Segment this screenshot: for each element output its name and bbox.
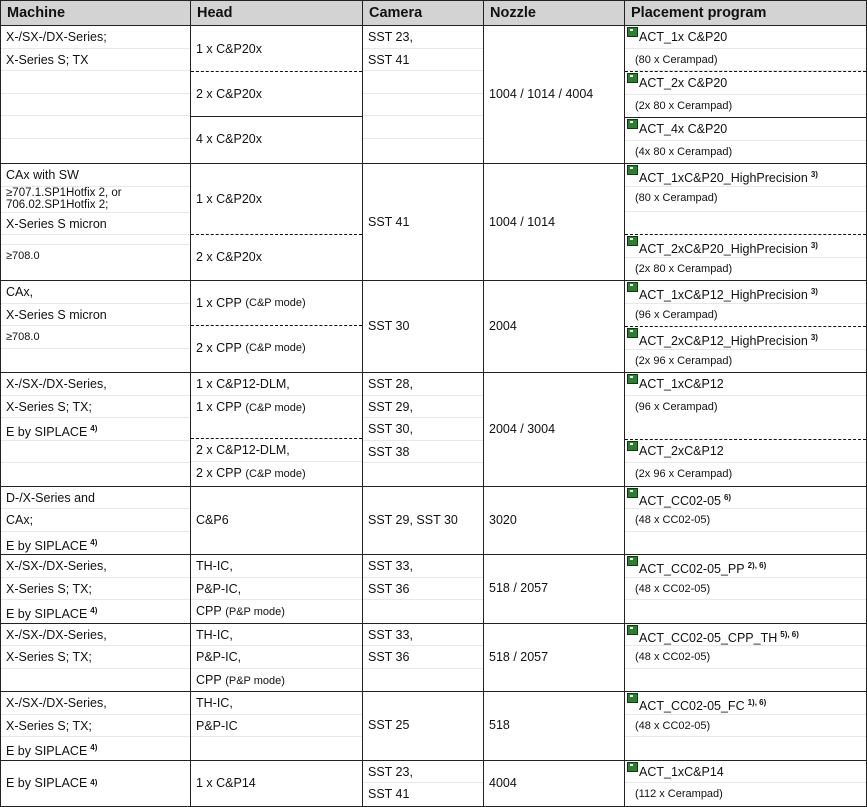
camera-cell <box>363 692 484 761</box>
head-cell <box>191 373 363 487</box>
nozzle-value: 1004 / 1014 <box>489 215 556 229</box>
program-file-icon <box>627 27 638 37</box>
footnote-ref: 4) <box>90 778 98 787</box>
camera-line: SST 23, <box>363 26 483 49</box>
camera-line: SST 29, SST 30 <box>368 512 458 527</box>
table-row <box>1 26 867 164</box>
program-file-icon <box>627 236 638 246</box>
camera-line: SST 38 <box>363 441 483 464</box>
machine-cell <box>1 760 191 806</box>
program-file-icon <box>627 165 638 175</box>
machine-cell <box>1 623 191 692</box>
machine-cell <box>1 26 191 164</box>
machine-cell <box>1 281 191 373</box>
nozzle-cell <box>484 486 625 555</box>
camera-line: SST 36 <box>363 646 483 669</box>
program-file-icon <box>627 625 638 635</box>
head-option: 2 x CPP (C&P mode) <box>196 465 306 480</box>
head-option: 1 x C&P20x <box>196 192 263 206</box>
table-row <box>1 281 867 373</box>
machine-line: X-Series S micron <box>1 213 190 236</box>
head-cell <box>191 760 363 806</box>
head-option: 1 x CPP (C&P mode) <box>196 296 306 310</box>
head-cell <box>191 486 363 555</box>
camera-cell <box>363 164 484 281</box>
camera-line: SST 29, <box>363 396 483 419</box>
nozzle-value: 4004 <box>489 775 517 790</box>
camera-cell <box>363 373 484 487</box>
program-contents: (48 x CC02-05) <box>635 719 711 732</box>
program-contents: (48 x CC02-05) <box>635 651 711 663</box>
program-file-icon <box>627 441 638 451</box>
machine-line: X-/SX-/DX-Series, <box>1 373 190 396</box>
machine-cell <box>1 164 191 281</box>
program-name[interactable]: ACT_2xC&P12_HighPrecision <box>639 334 808 349</box>
table-row <box>1 486 867 555</box>
machine-cell <box>1 555 191 624</box>
program-name[interactable]: ACT_4x C&P20 <box>639 122 728 136</box>
program-contents: (4x 80 x Cerampad) <box>635 145 733 158</box>
program-contents: (96 x Cerampad) <box>635 400 718 413</box>
head-option: 2 x C&P12-DLM, <box>191 439 362 462</box>
head-option: 4 x C&P20x <box>196 132 263 146</box>
camera-cell <box>363 555 484 624</box>
header-row <box>1 1 867 26</box>
footnote-ref: 1), 6) <box>747 698 767 707</box>
header-machine: Machine <box>1 1 191 26</box>
footnote-ref: 4) <box>90 424 98 433</box>
nozzle-cell <box>484 623 625 692</box>
program-name[interactable]: ACT_2xC&P20_HighPrecision <box>639 242 808 257</box>
program-name[interactable]: ACT_CC02-05_FC <box>639 699 745 714</box>
camera-line: SST 25 <box>368 718 410 732</box>
footnote-ref: 6) <box>723 492 732 502</box>
header-camera: Camera <box>363 1 484 26</box>
nozzle-value: 2004 / 3004 <box>489 422 556 436</box>
program-file-icon <box>627 119 638 129</box>
footnote-ref: 4) <box>90 537 98 547</box>
camera-line: SST 41 <box>368 787 410 801</box>
machine-line: ≥708.0 <box>6 250 40 262</box>
nozzle-value: 2004 <box>489 319 517 333</box>
header-nozzle: Nozzle <box>484 1 625 26</box>
machine-line: X-Series S; TX <box>1 49 190 72</box>
program-cell <box>625 373 867 487</box>
camera-cell <box>363 760 484 806</box>
head-option: P&P-IC <box>191 715 362 738</box>
program-name[interactable]: ACT_1xC&P20_HighPrecision <box>639 171 808 186</box>
machine-line: E by SIPLACE $^{4)}$ <box>1 418 190 441</box>
camera-cell <box>363 26 484 164</box>
nozzle-cell <box>484 373 625 487</box>
program-contents: (80 x Cerampad) <box>635 191 718 204</box>
program-file-icon <box>627 488 638 498</box>
header-placement-program: Placement program <box>625 1 867 26</box>
footnote-ref: 5), 6) <box>780 629 799 639</box>
program-contents: (2x 96 x Cerampad) <box>635 467 733 480</box>
program-contents: (96 x Cerampad) <box>635 308 718 321</box>
head-option: 2 x CPP (C&P mode) <box>196 341 306 355</box>
machine-line: D-/X-Series and <box>1 487 190 510</box>
head-option: P&P-IC, <box>191 578 362 601</box>
machine-line: CAx with SW <box>1 164 190 187</box>
head-option: 1 x C&P12-DLM, <box>191 373 362 396</box>
machine-line: CAx, <box>1 281 190 304</box>
program-cell <box>625 164 867 281</box>
program-contents: (2x 80 x Cerampad) <box>635 99 733 112</box>
head-option: TH-IC, <box>191 555 362 578</box>
nozzle-cell <box>484 281 625 373</box>
camera-line: SST 41 <box>368 215 410 229</box>
program-file-icon <box>627 282 638 292</box>
nozzle-cell <box>484 26 625 164</box>
camera-cell <box>363 623 484 692</box>
program-cell <box>625 281 867 373</box>
camera-line: SST 28, <box>363 373 483 396</box>
machine-cell <box>1 692 191 761</box>
head-option: 1 x C&P14 <box>196 775 256 790</box>
machine-line: E by SIPLACE 4) <box>6 775 98 790</box>
table-row <box>1 164 867 281</box>
machine-line: E by SIPLACE $^{4)}$ <box>6 537 98 553</box>
program-name[interactable]: ACT_2xC&P12 <box>639 444 724 458</box>
head-cell <box>191 26 363 164</box>
table-row <box>1 623 867 692</box>
program-file-icon <box>627 374 638 384</box>
program-cell <box>625 623 867 692</box>
table-row <box>1 692 867 761</box>
table-row <box>1 760 867 806</box>
program-contents: (112 x Cerampad) <box>635 788 723 800</box>
head-option: TH-IC, <box>191 692 362 715</box>
program-cell <box>625 760 867 806</box>
program-name[interactable]: ACT_2x C&P20 <box>639 76 728 90</box>
machine-line: X-/SX-/DX-Series, <box>1 555 190 578</box>
head-option: TH-IC, <box>191 624 362 647</box>
camera-line: SST 30, <box>363 418 483 441</box>
head-option: CPP (P&P mode) <box>196 672 285 687</box>
head-cell <box>191 281 363 373</box>
head-option: P&P-IC, <box>191 646 362 669</box>
nozzle-cell <box>484 760 625 806</box>
footnote-ref: 3) <box>810 241 818 250</box>
head-cell <box>191 555 363 624</box>
program-contents: (48 x CC02-05) <box>635 582 711 595</box>
machine-cell <box>1 373 191 487</box>
program-file-icon <box>627 556 638 566</box>
nozzle-value: 3020 <box>489 512 517 527</box>
machine-line: X-/SX-/DX-Series, <box>1 692 190 715</box>
footnote-ref: 3) <box>810 333 818 342</box>
machine-line: X-Series S; TX; <box>1 578 190 601</box>
camera-line: SST 41 <box>363 49 483 72</box>
camera-line: SST 30 <box>368 319 410 333</box>
nozzle-value: 1004 / 1014 / 4004 <box>489 86 594 101</box>
head-cell <box>191 164 363 281</box>
footnote-ref: 4) <box>90 743 98 752</box>
footnote-ref: 4) <box>90 606 98 615</box>
program-name[interactable]: ACT_1xC&P14 <box>639 764 724 779</box>
camera-line: SST 33, <box>363 555 483 578</box>
footnote-ref: 3) <box>810 170 818 179</box>
footnote-ref: 3) <box>810 287 818 296</box>
program-name[interactable]: ACT_CC02-05_CPP_TH <box>639 630 778 645</box>
program-name[interactable]: ACT_1xC&P12 <box>639 377 724 391</box>
machine-line: E by SIPLACE $^{4)}$ <box>6 606 98 622</box>
head-option: CPP (P&P mode) <box>196 604 285 618</box>
program-name[interactable]: ACT_CC02-05_PP <box>639 562 745 577</box>
program-name[interactable]: ACT_CC02-05 <box>639 493 721 508</box>
machine-line: X-Series S; TX; <box>1 646 190 669</box>
nozzle-cell <box>484 555 625 624</box>
machine-line: X-Series S micron <box>1 304 190 327</box>
nozzle-cell <box>484 164 625 281</box>
head-option: 1 x C&P20x <box>196 41 263 56</box>
program-name[interactable]: ACT_1xC&P12_HighPrecision <box>639 288 808 303</box>
nozzle-cell <box>484 692 625 761</box>
machine-line: X-/SX-/DX-Series; <box>1 26 190 49</box>
head-cell <box>191 623 363 692</box>
program-file-icon <box>627 762 638 772</box>
program-contents: (48 x CC02-05) <box>635 514 711 526</box>
machine-line: ≥708.0 <box>1 326 190 349</box>
machine-line: X-Series S; TX; <box>1 715 190 738</box>
head-cell <box>191 692 363 761</box>
head-option: 2 x C&P20x <box>196 250 263 264</box>
program-cell <box>625 486 867 555</box>
machine-cell <box>1 486 191 555</box>
footnote-ref: 2), 6) <box>747 561 767 570</box>
program-file-icon <box>627 328 638 338</box>
head-option: C&P6 <box>196 512 229 527</box>
machine-line: X-/SX-/DX-Series, <box>1 624 190 647</box>
table-row <box>1 555 867 624</box>
program-contents: (2x 80 x Cerampad) <box>635 262 733 275</box>
camera-cell <box>363 281 484 373</box>
program-cell <box>625 555 867 624</box>
camera-cell <box>363 486 484 555</box>
program-contents: (2x 96 x Cerampad) <box>635 354 733 367</box>
program-file-icon <box>627 693 638 703</box>
nozzle-value: 518 <box>489 718 510 732</box>
program-name[interactable]: ACT_1x C&P20 <box>639 30 728 44</box>
camera-line: SST 23, <box>363 761 483 784</box>
machine-line: ≥707.1.SP1Hotfix 2, or 706.02.SP1Hotfix 2; <box>1 187 190 213</box>
program-file-icon <box>627 73 638 83</box>
program-cell <box>625 26 867 164</box>
nozzle-value: 518 / 2057 <box>489 581 549 595</box>
program-contents: (80 x Cerampad) <box>635 53 718 66</box>
head-option: 2 x C&P20x <box>196 87 263 101</box>
head-option: 1 x CPP (C&P mode) <box>196 399 306 414</box>
camera-line: SST 33, <box>363 624 483 647</box>
nozzle-value: 518 / 2057 <box>489 649 549 664</box>
machine-line: X-Series S; TX; <box>1 396 190 419</box>
program-cell <box>625 692 867 761</box>
camera-line: SST 36 <box>363 578 483 601</box>
machine-line: CAx; <box>1 509 190 532</box>
table-row <box>1 373 867 487</box>
header-head: Head <box>191 1 363 26</box>
machine-line: E by SIPLACE $^{4)}$ <box>6 743 98 759</box>
